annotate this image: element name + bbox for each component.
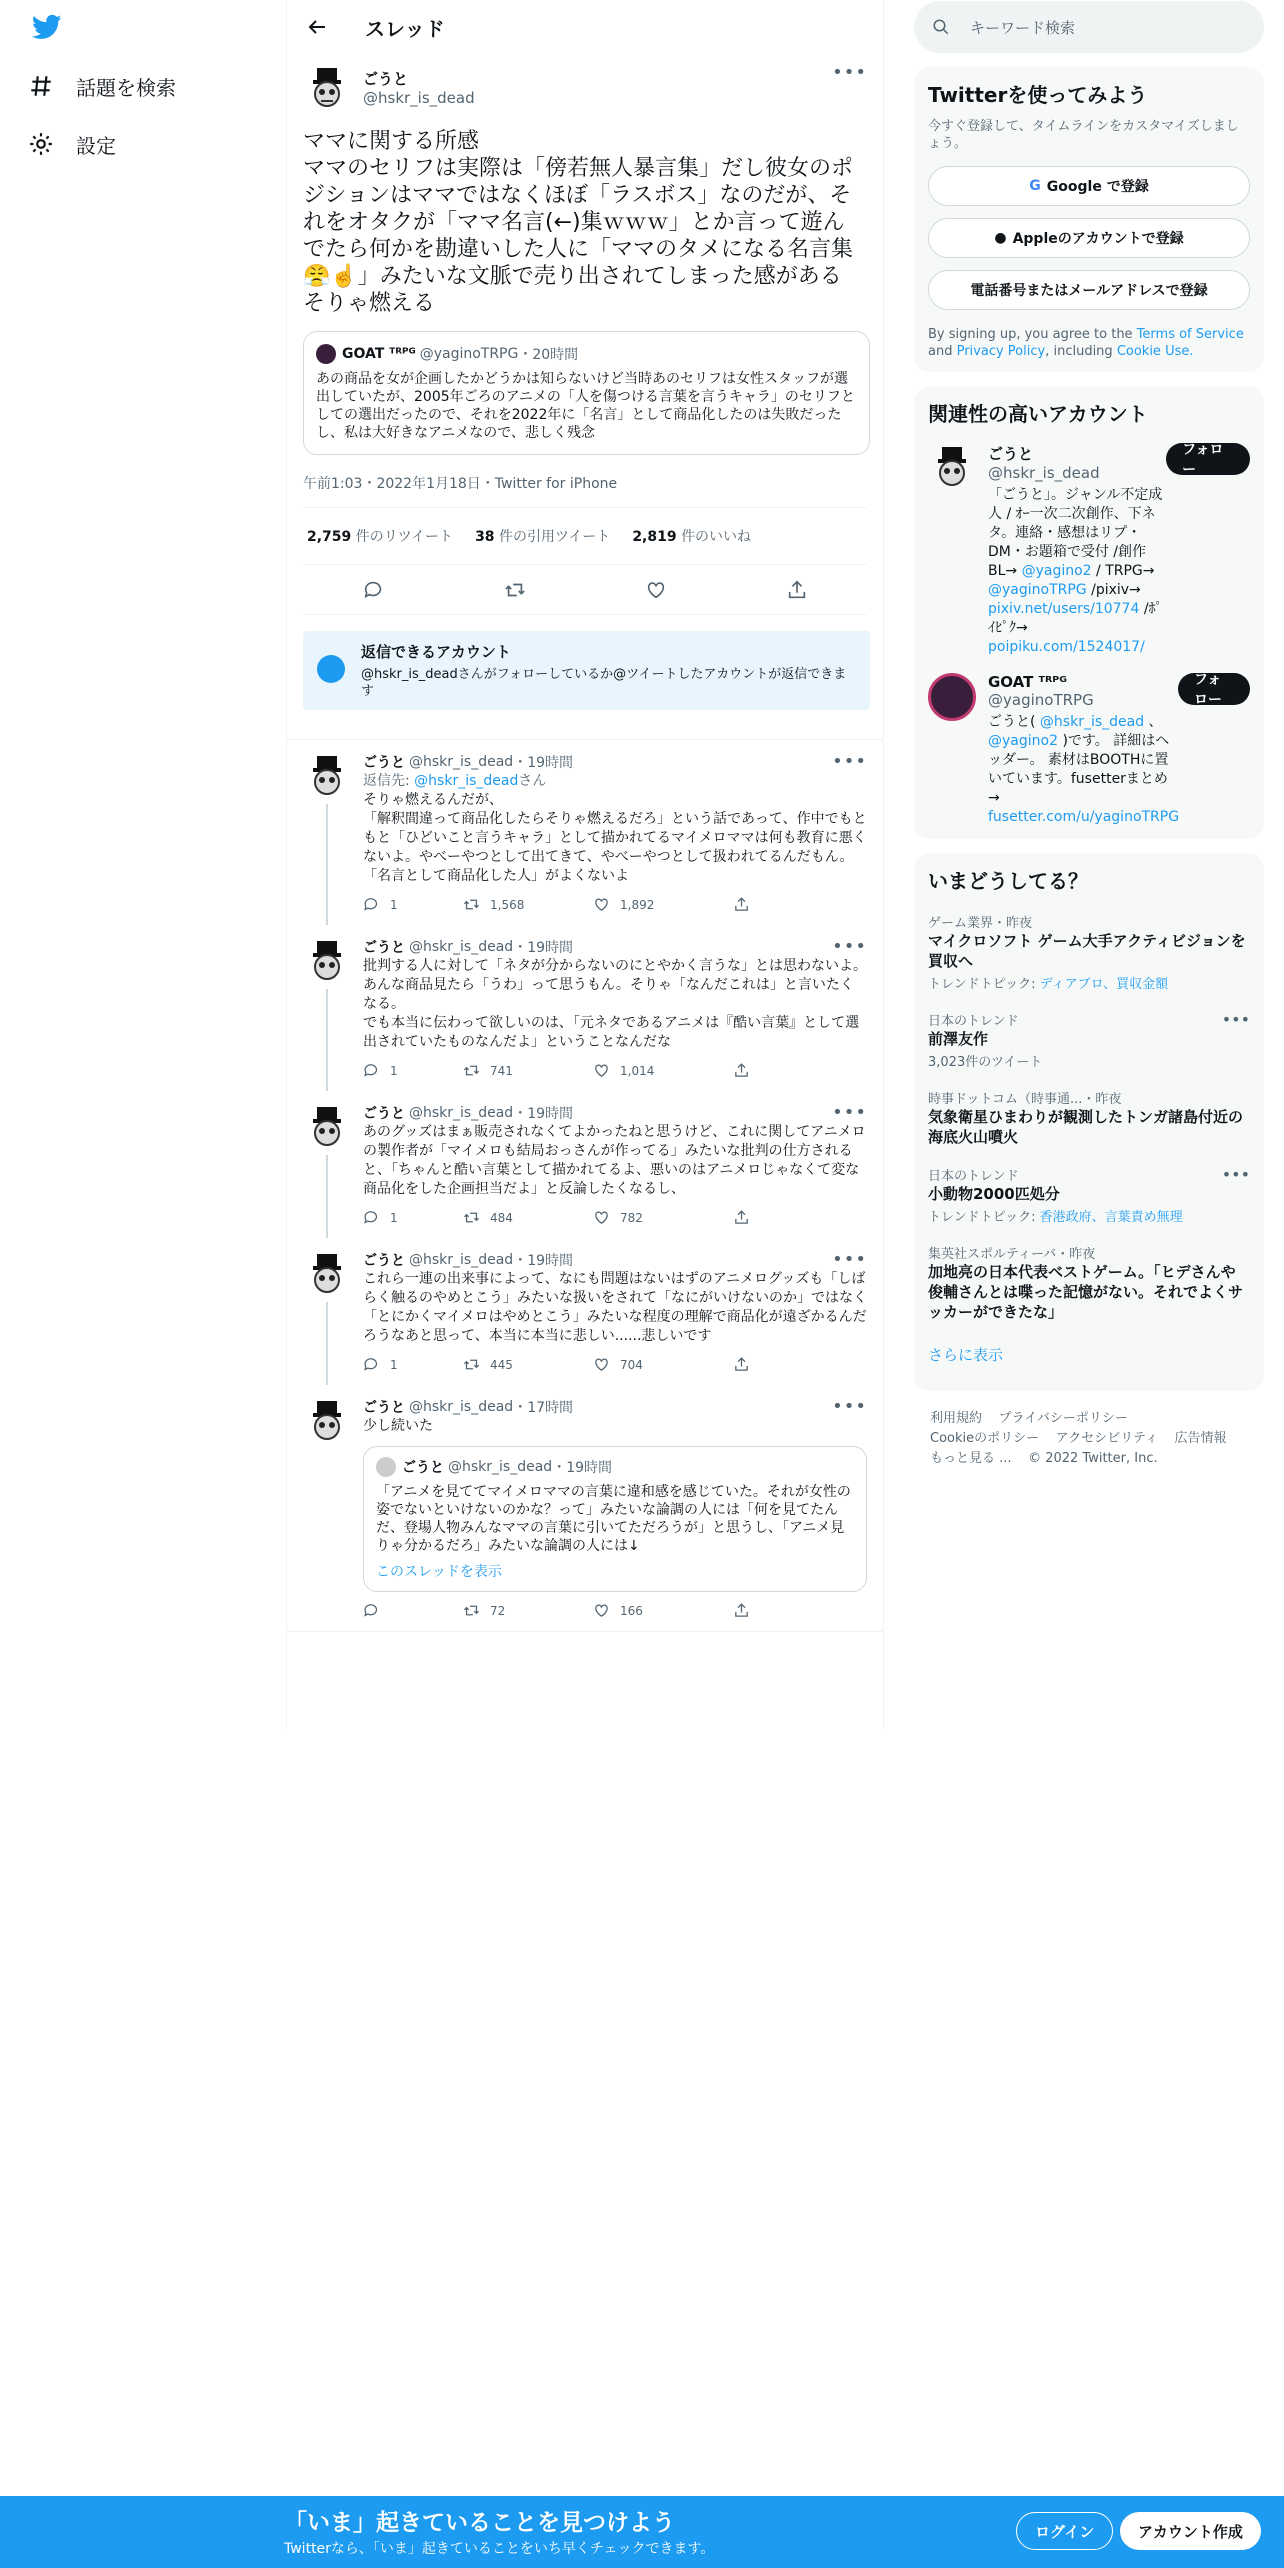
reply-to: 返信先: @hskr_is_deadさん	[363, 773, 547, 789]
bio-link[interactable]: pixiv.net/users/10774	[988, 601, 1140, 617]
signup-card	[914, 67, 1264, 372]
author-name[interactable]: ごうと	[363, 1400, 405, 1416]
retweet-button[interactable]	[463, 1602, 593, 1619]
like-count: 782	[620, 1210, 643, 1225]
tweet-stats	[303, 508, 867, 565]
share-icon	[733, 896, 750, 913]
tweet-actions	[303, 565, 867, 615]
cookie-link[interactable]: Cookie Use.	[1116, 344, 1194, 359]
more-options-icon[interactable]: •••	[832, 62, 867, 83]
trend-item[interactable]	[928, 1165, 1250, 1225]
tweet-time[interactable]: 19時間	[527, 1253, 574, 1269]
like-icon	[593, 1602, 610, 1619]
reply-restriction-title: 返信できるアカウント	[361, 643, 511, 661]
retweet-count: 445	[490, 1357, 513, 1372]
related-account[interactable]	[928, 673, 1250, 827]
quote-text: あの商品を女が企画したかどうかは知らないけど当時あのセリフは女性スタッフが選出していたが、2005年ごろのアニメの「人を傷つける言葉を言うキャラ」のセリフとしての選出だったので、それを2022年に「名言」として商品化したのは失敗だったし、私は大好きなアニメなので、悲しく残念	[316, 371, 855, 441]
retweet-count: 484	[490, 1210, 513, 1225]
related-account[interactable]	[928, 443, 1250, 657]
trend-item[interactable]	[928, 1010, 1250, 1070]
like-button[interactable]	[593, 1602, 733, 1619]
account-bio: ごうと( @hskr_is_dead 、 @yagino2 )です。 詳細はヘッダー。 素材はBOOTHに置いています。fusetterまとめ→ fusetter.com/u/yaginoTRPG	[988, 714, 1180, 825]
quote-count-link[interactable]: 38 件の引用ツイート	[475, 529, 611, 545]
retweet-count: 741	[490, 1063, 513, 1078]
tweet-time[interactable]: 17時間	[527, 1400, 574, 1416]
footer-link[interactable]: 広告情報	[1174, 1431, 1227, 1446]
tweet-text: 批判する人に対して「ネタが分からないのにとやかく言うな」とは思わないよ。あんな商品見たら「うわ」って思うもん。そりゃ「なんだこれは」と言いたくなる。 でも本当に伝わって欲しいのは、「元ネタであるアニメは『酷い言葉』として選出されていたものなんだよ」ということなんだな	[363, 958, 867, 1050]
like-count-link[interactable]: 2,819 件のいいね	[632, 529, 752, 545]
trend-item[interactable]	[928, 1088, 1250, 1147]
avatar[interactable]	[303, 1397, 351, 1445]
quote-avatar	[376, 1457, 396, 1477]
like-button[interactable]	[593, 1356, 733, 1373]
more-options-icon[interactable]: •••	[832, 1102, 867, 1123]
tweet-text: ママに関する所感 ママのセリフは実際は「傍若無人暴言集」だし彼女のポジションはママではなくほぼ「ラスボス」なのだが、それをオタクが「ママ名言(←)集ｗｗｗ」とか言って遊んでたら何かを勘違いした人に「ママのタメになる名言集😤☝️」みたいな文脈で売り出されてしまった感がある そりゃ燃える	[303, 129, 854, 316]
author-handle[interactable]: @hskr_is_dead	[409, 1399, 514, 1415]
avatar[interactable]	[303, 1250, 351, 1298]
share-icon	[733, 1356, 750, 1373]
show-thread-link[interactable]: このスレッドを表示	[376, 1564, 502, 1580]
bottom-title: 「いま」起きていることを見つけよう	[284, 2510, 675, 2536]
tweet-actions	[363, 1062, 867, 1079]
author-name[interactable]: ごうと	[363, 1253, 405, 1269]
phone-signup-button[interactable]: 電話番号またはメールアドレスで登録	[928, 270, 1250, 310]
like-button[interactable]	[593, 1062, 733, 1079]
tweet-time[interactable]: 19時間	[527, 940, 574, 956]
trend-title: 気象衛星ひまわりが観測したトンガ諸島付近の海底火山噴火	[928, 1108, 1244, 1146]
twitter-logo-icon[interactable]	[32, 12, 62, 42]
quote-author-handle: @hskr_is_dead	[448, 1459, 553, 1475]
like-count: 704	[620, 1357, 643, 1372]
author-name[interactable]: ごうと	[363, 755, 405, 771]
retweet-icon	[463, 1209, 480, 1226]
retweet-icon	[463, 1356, 480, 1373]
tweet-meta[interactable]: 午前1:03・2022年1月18日・Twitter for iPhone	[303, 455, 867, 508]
more-options-icon[interactable]: •••	[832, 936, 867, 957]
like-icon[interactable]	[645, 579, 667, 601]
reply-icon[interactable]	[363, 579, 385, 601]
trend-category: 日本のトレンド	[928, 1169, 1019, 1184]
goat-trpg-avatar	[928, 673, 976, 721]
trend-item[interactable]	[928, 1243, 1250, 1322]
quote-text: 「アニメを見ててマイメロママの言葉に違和感を感じていた。それが女性の姿でないといけないのかな？って」みたいな論調の人には「何を見てたんだ、登場人物みんなママの言葉に引いてただろうが」と思うし、「アニメ見りゃ分かるだろ」みたいな論調の人には↓	[376, 1484, 851, 1554]
footer-links	[914, 1409, 1264, 1469]
avatar[interactable]	[303, 752, 351, 800]
like-button[interactable]	[593, 896, 733, 913]
related-title: 関連性の高いアカウント	[928, 402, 1148, 426]
trend-title: マイクロソフト ゲーム大手アクティビジョンを買収へ	[928, 932, 1246, 970]
focal-tweet	[287, 54, 883, 740]
back-arrow-icon[interactable]	[305, 15, 329, 39]
bio-link[interactable]: @yaginoTRPG	[988, 582, 1087, 598]
like-button[interactable]	[593, 1209, 733, 1226]
apple-icon: ●	[994, 230, 1007, 246]
reply-list	[287, 740, 883, 1632]
reply-icon	[363, 896, 380, 913]
reply-tweet[interactable]: ごうと @hskr_is_dead ・ 19時間 ••• あのグッズはまぁ販売されなくてよかったねと思うけど、これに関してアニメロの製作者が「マイメロも結局おっさんが作ってる」みたいな批判の仕方されると、「ちゃんと酷い言葉として描かれてるよ、悪いのはアニメロじゃなくて変な商品化をした企画担当だよ」と反論したくなるし、 1 484 782	[287, 1091, 883, 1238]
tweet-text: あのグッズはまぁ販売されなくてよかったねと思うけど、これに関してアニメロの製作者が「マイメロも結局おっさんが作ってる」みたいな批判の仕方されると、「ちゃんと酷い言葉として描かれてるよ、悪いのはアニメロじゃなくて変な商品化をした企画担当だよ」と反論したくなるし、	[363, 1124, 866, 1197]
goat-avatar-icon	[303, 937, 351, 985]
like-icon	[593, 1356, 610, 1373]
author-handle[interactable]: @hskr_is_dead	[409, 754, 514, 770]
retweet-button[interactable]	[463, 896, 593, 913]
search-input[interactable]	[914, 1, 1264, 53]
follow-button[interactable]: フォロー	[1178, 673, 1250, 705]
goat-avatar-icon	[303, 752, 351, 800]
reply-button[interactable]	[363, 1602, 463, 1619]
like-icon	[593, 896, 610, 913]
goat-avatar-icon	[303, 1397, 351, 1445]
trend-title: 小動物2000匹処分	[928, 1185, 1060, 1203]
share-button[interactable]	[733, 1602, 833, 1619]
reply-to-link[interactable]: @hskr_is_dead	[414, 773, 519, 789]
share-icon	[733, 1062, 750, 1079]
reply-button[interactable]	[363, 1209, 463, 1226]
footer-link[interactable]: 利用規約	[930, 1411, 983, 1426]
share-button[interactable]	[733, 896, 833, 913]
right-sidebar	[914, 0, 1264, 1469]
nav-explore-label: 話題を検索	[76, 75, 176, 100]
signup-title: Twitterを使ってみよう	[928, 83, 1148, 107]
retweet-button[interactable]	[463, 1062, 593, 1079]
author-handle[interactable]: @hskr_is_dead	[409, 1105, 514, 1121]
search-icon	[932, 18, 950, 36]
retweet-icon	[463, 1602, 480, 1619]
retweet-button[interactable]	[463, 1209, 593, 1226]
google-icon: G	[1029, 178, 1041, 194]
retweet-icon[interactable]	[504, 579, 526, 601]
quote-time: 19時間	[566, 1460, 613, 1476]
author-handle[interactable]: @hskr_is_dead	[409, 939, 514, 955]
bio-link[interactable]: @yagino2	[988, 733, 1058, 749]
trend-category: ゲーム業界・昨夜	[928, 916, 1033, 931]
reply-button[interactable]	[363, 1062, 463, 1079]
reply-button[interactable]	[363, 896, 463, 913]
quote-author-handle: @yaginoTRPG	[419, 346, 519, 362]
more-options-icon[interactable]: •••	[832, 1396, 867, 1417]
footer-link[interactable]: アクセシビリティ	[1055, 1431, 1158, 1446]
trends-card	[914, 853, 1264, 1391]
reply-tweet[interactable]: ごうと @hskr_is_dead ・ 19時間 ••• 返信先: @hskr_is_deadさん そりゃ燃えるんだが、 「解釈間違って商品化したらそりゃ燃えるだろ」という話であって、作中でもともと「ひどいこと言うキャラ」として描かれてるマイメロママは何も教育に悪くないよ。やべーやつとして出てきて、やべーやつとして扱われてるんだもん。 「名言として商品化した人」がよくないよ 1 1,568 1,892	[287, 740, 883, 925]
privacy-link[interactable]: Privacy Policy	[956, 344, 1046, 359]
nav-explore[interactable]	[28, 62, 176, 110]
reply-count: 1	[390, 1357, 398, 1372]
like-count: 1,892	[620, 897, 655, 912]
like-icon	[593, 1209, 610, 1226]
retweet-icon	[463, 896, 480, 913]
terms-text: By signing up, you agree to the Terms of Service and Privacy Policy, including Cookie Use.	[928, 327, 1244, 359]
reply-tweet[interactable]: ごうと @hskr_is_dead ・ 19時間 ••• これら一連の出来事によって、なにも問題はないはずのアニメログッズも「しばらく触るのやめとこう」みたいな扱いをされて「なにがいけないのか」ではなく「とにかくマイメロはやめとこう」みたいな程度の理解で商品化が遠ざかるんだろうなあと思って、本当に本当に悲しい......悲しいです 1 445 704	[287, 1238, 883, 1385]
nav-settings-label: 設定	[76, 133, 116, 158]
tweet-text: そりゃ燃えるんだが、 「解釈間違って商品化したらそりゃ燃えるだろ」という話であって、作中でもともと「ひどいこと言うキャラ」として描かれてるマイメロママは何も教育に悪くないよ。やべーやつとして出てきて、やべーやつとして扱われてるんだもん。 「名言として商品化した人」がよくないよ	[363, 792, 867, 884]
bottom-subtitle: Twitterなら、「いま」起きていることをいち早くチェックできます。	[284, 2541, 715, 2557]
account-handle: @hskr_is_dead	[988, 464, 1100, 482]
bio-link[interactable]: @hskr_is_dead	[1039, 714, 1145, 730]
bio-link[interactable]: fusetter.com/u/yaginoTRPG	[988, 809, 1180, 825]
author-handle[interactable]: @hskr_is_dead	[363, 89, 475, 107]
bio-link[interactable]: @yagino2	[1021, 563, 1092, 579]
nav-settings[interactable]	[28, 120, 116, 168]
apple-signup-button[interactable]: ● Appleのアカウントで登録	[928, 218, 1250, 258]
like-icon	[593, 1062, 610, 1079]
avatar[interactable]	[303, 937, 351, 985]
retweet-icon	[463, 1062, 480, 1079]
like-count: 1,014	[620, 1063, 655, 1078]
tweet-text: 少し続いた	[363, 1418, 433, 1434]
tweet-actions	[363, 1602, 867, 1619]
quote-time: 20時間	[532, 347, 579, 363]
login-button[interactable]: ログイン	[1016, 2512, 1113, 2550]
reply-tweet[interactable]: ごうと @hskr_is_dead ・ 17時間 ••• 少し続いた ごうと @hskr_is_dead ・ 19時間 「アニメを見ててマイメロママの言葉に違和感を感じていた。それが女性の姿でないといけないのかな？って」みたいな論調の人には「何を見てたんだ、登場人物みんなママの言葉に引いてただろうが」と思うし、「アニメ見りゃ分かるだろ」みたいな論調の人には↓ このスレッドを表示 72 166	[287, 1385, 883, 1631]
reply-restriction-desc: @hskr_is_deadさんがフォローしているか@ツイートしたアカウントが返信できます	[361, 667, 847, 699]
trend-subtitle: 3,023件のツイート	[928, 1055, 1043, 1070]
share-icon	[733, 1602, 750, 1619]
retweet-button[interactable]	[463, 1356, 593, 1373]
reply-count: 1	[390, 1063, 398, 1078]
account-name: GOAT ᵀᴿᴾᴳ	[988, 673, 1067, 691]
gear-icon	[28, 131, 54, 157]
trend-title: 前澤友作	[928, 1030, 989, 1048]
main-column	[286, 0, 884, 1730]
bio-link[interactable]: poipiku.com/1524017/	[988, 639, 1145, 655]
google-signup-button[interactable]: G Google で登録	[928, 166, 1250, 206]
search-placeholder: キーワード検索	[970, 18, 1076, 37]
account-bio: 「ごうと」。ジャンル不定成人 / ｵｰ一次二次創作、下ネタ。連絡・感想はリプ・DM・お題箱で受付 /創作BL→ @yagino2 / TRPG→ @yaginoTRPG /pixiv→ pixiv.net/users/10774 /ﾎﾟｲﾋﾟｸ→ poipiku.com/1524017/	[988, 487, 1163, 655]
retweet-count-link[interactable]: 2,759 件のリツイート	[307, 529, 454, 545]
reply-icon	[363, 1209, 380, 1226]
hashtag-icon	[28, 73, 54, 99]
quote-author-name: GOAT ᵀᴿᴾᴳ	[342, 346, 416, 362]
terms-link[interactable]: Terms of Service	[1136, 327, 1244, 342]
trends-title: いまどうしてる？	[928, 869, 1088, 893]
like-count: 166	[620, 1603, 643, 1618]
user-check-icon	[317, 655, 345, 683]
reply-icon	[363, 1062, 380, 1079]
more-options-icon[interactable]: •••	[832, 751, 867, 772]
share-icon[interactable]	[786, 579, 808, 601]
related-accounts-card	[914, 386, 1264, 839]
goat-avatar-icon	[303, 1250, 351, 1298]
signup-button[interactable]: アカウント作成	[1120, 2512, 1261, 2550]
trend-item[interactable]	[928, 912, 1250, 992]
header	[287, 0, 883, 54]
retweet-count: 72	[490, 1603, 506, 1618]
goat-avatar-icon	[303, 64, 351, 112]
follow-button[interactable]: フォロー	[1166, 443, 1250, 475]
share-button[interactable]	[733, 1356, 833, 1373]
avatar[interactable]	[303, 1103, 351, 1151]
account-name: ごうと	[988, 445, 1034, 463]
account-handle: @yaginoTRPG	[988, 691, 1094, 709]
goat-avatar-icon	[303, 1103, 351, 1151]
tweet-actions	[363, 1209, 867, 1226]
reply-icon	[363, 1602, 380, 1619]
trend-category: 日本のトレンド	[928, 1014, 1019, 1029]
author-name[interactable]: ごうと	[363, 70, 409, 88]
page-title: スレッド	[365, 16, 445, 41]
share-button[interactable]	[733, 1209, 833, 1226]
reply-count: 1	[390, 897, 398, 912]
signup-desc: 今すぐ登録して、タイムラインをカスタマイズしましょう。	[928, 119, 1239, 151]
reply-count: 1	[390, 1210, 398, 1225]
tweet-actions	[363, 896, 867, 913]
author-handle[interactable]: @hskr_is_dead	[409, 1252, 514, 1268]
avatar[interactable]	[303, 64, 351, 112]
footer-link[interactable]: Cookieのポリシー	[930, 1431, 1040, 1446]
trend-title: 加地亮の日本代表ベストゲーム。「ヒデさんや俊輔さんとは喋った記憶がない。それでよくサッカーができたな」	[928, 1263, 1244, 1321]
tweet-time[interactable]: 19時間	[527, 1106, 574, 1122]
trend-category: 時事ドットコム（時事通...・昨夜	[928, 1092, 1122, 1107]
show-more-link[interactable]: さらに表示	[928, 1346, 1004, 1364]
copyright: © 2022 Twitter, Inc.	[1028, 1451, 1158, 1466]
goat-avatar-icon	[928, 443, 976, 491]
bottom-signup-bar	[0, 2496, 1284, 2568]
tweet-time[interactable]: 19時間	[527, 755, 574, 771]
reply-tweet[interactable]: ごうと @hskr_is_dead ・ 19時間 ••• 批判する人に対して「ネタが分からないのにとやかく言うな」とは思わないよ。あんな商品見たら「うわ」って思うもん。そりゃ「なんだこれは」と言いたくなる。 でも本当に伝わって欲しいのは、「元ネタであるアニメは『酷い言葉』として選出されていたものなんだよ」ということなんだな 1 741 1,014	[287, 925, 883, 1091]
quote-author-name: ごうと	[402, 1460, 444, 1476]
reply-restriction-notice	[303, 631, 870, 710]
trend-subtitle: トレンドトピック: ディアブロ、買収金額	[928, 977, 1169, 992]
trend-subtitle: トレンドトピック: 香港政府、言葉責め無理	[928, 1210, 1183, 1225]
retweet-count: 1,568	[490, 897, 525, 912]
reply-button[interactable]	[363, 1356, 463, 1373]
quoted-tweet[interactable]: ごうと @hskr_is_dead ・ 19時間 「アニメを見ててマイメロママの言葉に違和感を感じていた。それが女性の姿でないといけないのかな？って」みたいな論調の人には「何を見てたんだ、登場人物みんなママの言葉に引いてただろうが」と思うし、「アニメ見りゃ分かるだろ」みたいな論調の人には↓ このスレッドを表示	[363, 1446, 867, 1592]
more-options-icon[interactable]: •••	[1221, 1165, 1250, 1184]
more-options-icon[interactable]: •••	[1221, 1010, 1250, 1029]
reply-icon	[363, 1356, 380, 1373]
trend-category: 集英社スポルティーバ・昨夜	[928, 1247, 1096, 1262]
author-name[interactable]: ごうと	[363, 940, 405, 956]
share-icon	[733, 1209, 750, 1226]
left-nav	[0, 0, 286, 2568]
author-name[interactable]: ごうと	[363, 1106, 405, 1122]
footer-link[interactable]: もっと見る ...	[930, 1451, 1012, 1466]
tweet-actions	[363, 1356, 867, 1373]
quoted-tweet[interactable]: GOAT ᵀᴿᴾᴳ @yaginoTRPG ・ 20時間 あの商品を女が企画したかどうかは知らないけど当時あのセリフは女性スタッフが選出していたが、2005年ごろのアニメの「人を傷つける言葉を言うキャラ」のセリフとしての選出だったので、それを2022年に「名言」として商品化したのは失敗だったし、私は大好きなアニメなので、悲しく残念	[303, 331, 870, 455]
footer-link[interactable]: プライバシーポリシー	[998, 1411, 1128, 1426]
more-options-icon[interactable]: •••	[832, 1249, 867, 1270]
tweet-text: これら一連の出来事によって、なにも問題はないはずのアニメログッズも「しばらく触るのやめとこう」みたいな扱いをされて「なにがいけないのか」ではなく「とにかくマイメロはやめとこう」みたいな程度の理解で商品化が遠ざかるんだろうなあと思って、本当に本当に悲しい......悲しいです	[363, 1271, 867, 1344]
quote-avatar	[316, 344, 336, 364]
share-button[interactable]	[733, 1062, 833, 1079]
